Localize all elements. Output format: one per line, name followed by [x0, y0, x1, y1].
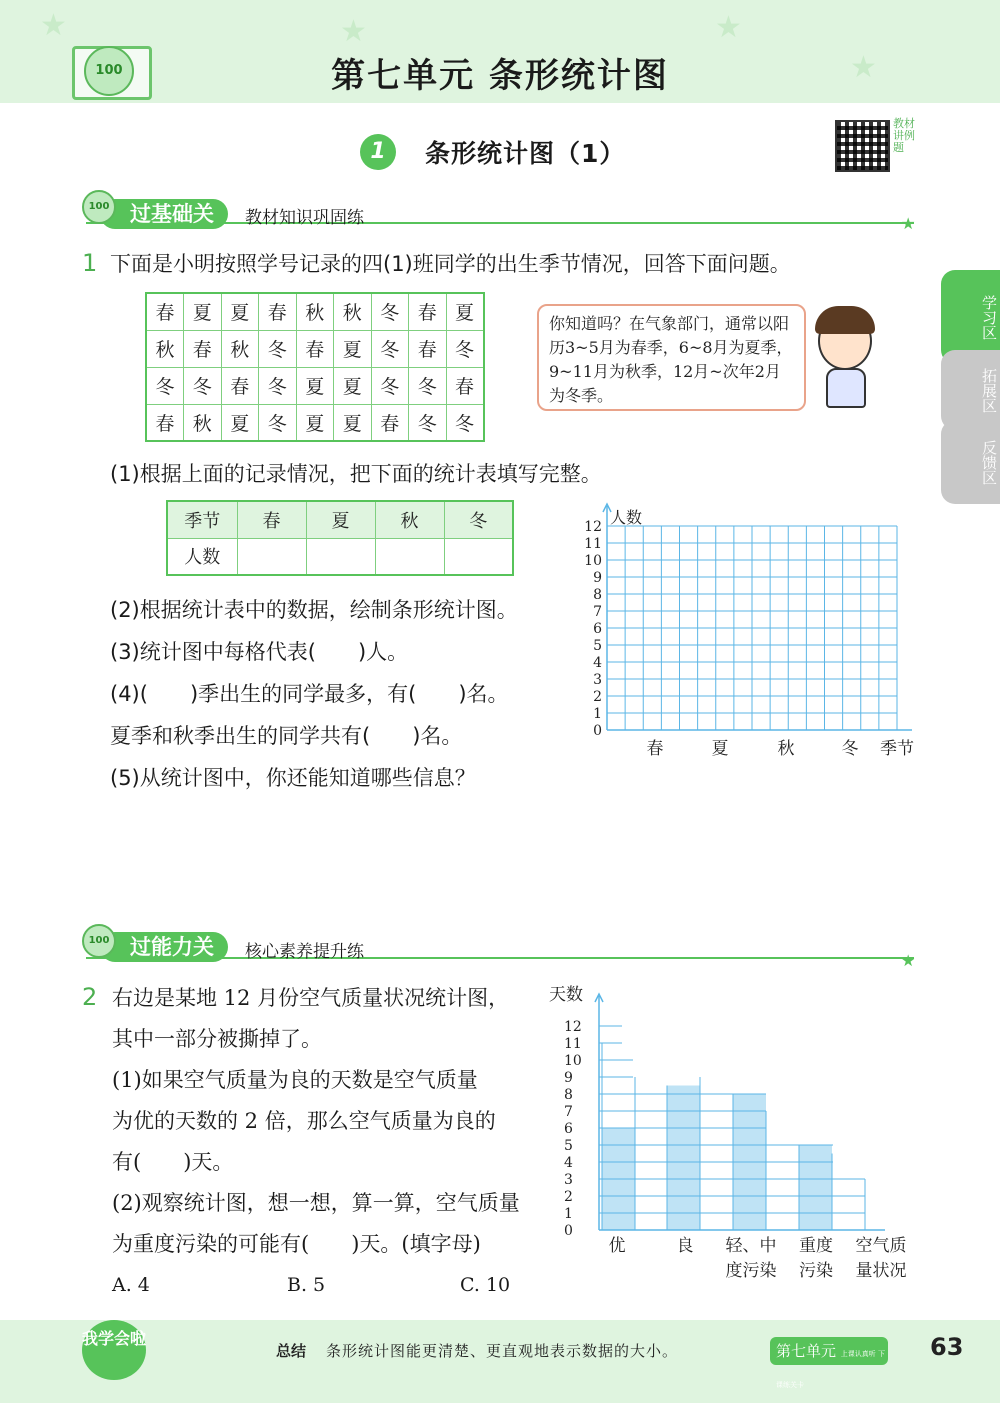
- y-tick-label: 6: [564, 1121, 573, 1137]
- grid-cell: 春: [221, 367, 259, 404]
- q2-line: 为优的天数的 2 倍，那么空气质量为良的: [112, 1109, 496, 1133]
- grid-cell: 夏: [334, 330, 372, 367]
- grid-cell: 夏: [446, 293, 484, 330]
- birth-season-record-grid: [145, 292, 485, 442]
- option-c[interactable]: C. 10: [460, 1274, 511, 1296]
- grid-cell: 冬: [446, 404, 484, 441]
- grid-cell: 冬: [259, 367, 297, 404]
- grid-cell: 冬: [409, 367, 447, 404]
- x-tick-label: 秋: [777, 739, 795, 759]
- y-tick-label: 4: [593, 655, 602, 671]
- section-label-basic: 过基础关: [100, 199, 228, 229]
- grid-cell: 夏: [296, 404, 334, 441]
- star-decoration-icon: ★: [340, 14, 367, 49]
- star-decoration-icon: ★: [850, 50, 877, 85]
- subquestion-5: (5)从统计图中，你还能知道哪些信息？: [110, 766, 476, 790]
- y-axis-title: 天数: [549, 985, 583, 1005]
- season-stat-table: [166, 500, 514, 576]
- y-tick-label: 1: [593, 706, 602, 722]
- option-a[interactable]: A. 4: [112, 1274, 150, 1296]
- x-axis-title-line2: 量状况: [855, 1261, 907, 1281]
- grid-cell: 夏: [334, 367, 372, 404]
- y-tick-label: 3: [564, 1172, 573, 1188]
- q2-line: 其中一部分被撕掉了。: [112, 1027, 322, 1051]
- grid-cell: 春: [146, 293, 184, 330]
- grid-cell: 冬: [259, 404, 297, 441]
- y-axis-title: 人数: [610, 508, 643, 527]
- side-tab-extend[interactable]: 拓展区: [941, 350, 1000, 430]
- grid-cell: 秋: [296, 293, 334, 330]
- mascot-star-icon: 100: [82, 190, 116, 224]
- y-tick-label: 12: [584, 519, 602, 535]
- option-b[interactable]: B. 5: [287, 1274, 326, 1296]
- table-row-label: 人数: [167, 538, 237, 575]
- star-decoration-icon: ★: [715, 10, 742, 45]
- y-tick-label: 12: [564, 1019, 582, 1035]
- y-tick-label: 0: [593, 723, 602, 739]
- y-tick-label: 7: [593, 604, 602, 620]
- y-tick-label: 6: [593, 621, 602, 637]
- section-subtitle: 核心素养提升练: [245, 942, 364, 962]
- grid-cell: 春: [409, 293, 447, 330]
- grid-cell: 冬: [259, 330, 297, 367]
- grid-cell: 春: [296, 330, 334, 367]
- table-header-cell: 季节: [167, 501, 237, 538]
- y-tick-label: 0: [564, 1223, 573, 1239]
- star-decoration-icon: ★: [40, 8, 67, 43]
- mascot-star-icon: 100: [82, 924, 116, 958]
- subquestion-2: (2)根据统计表中的数据，绘制条形统计图。: [110, 598, 518, 622]
- count-input-cell[interactable]: [375, 538, 444, 575]
- grid-cell: 春: [409, 330, 447, 367]
- grid-cell: 秋: [334, 293, 372, 330]
- grid-cell: 冬: [371, 330, 409, 367]
- y-tick-label: 2: [564, 1189, 573, 1205]
- y-tick-label: 11: [564, 1036, 582, 1052]
- grid-cell: 春: [259, 293, 297, 330]
- x-tick-label-line2: 度污染: [725, 1261, 777, 1281]
- y-tick-label: 5: [593, 638, 602, 654]
- section-label-ability: 过能力关: [100, 932, 228, 962]
- footer-unit-label: [770, 1337, 888, 1389]
- summary-text: 条形统计图能更清楚、更直观地表示数据的大小。: [326, 1342, 679, 1360]
- subquestion-1: (1)根据上面的记录情况，把下面的统计表填写完整。: [110, 462, 602, 486]
- x-tick-label: 良: [676, 1236, 694, 1256]
- star-end-icon: ★: [901, 951, 916, 970]
- grid-cell: 冬: [371, 367, 409, 404]
- y-tick-label: 3: [593, 672, 602, 688]
- subquestion-4a: (4)( )季出生的同学最多，有( )名。: [110, 682, 509, 706]
- y-tick-label: 10: [564, 1053, 582, 1069]
- summary-key: 总结: [276, 1342, 307, 1360]
- page-number: 63: [930, 1333, 964, 1361]
- grid-cell: 冬: [446, 330, 484, 367]
- q2-line: 为重度污染的可能有( )天。(填字母): [112, 1232, 481, 1256]
- footer-unit-name: 第七单元: [776, 1342, 837, 1360]
- side-tab-study[interactable]: 学习区: [941, 270, 1000, 364]
- grid-cell: 夏: [221, 293, 259, 330]
- x-axis-title: 季节: [880, 739, 914, 759]
- x-tick-label: 冬: [841, 739, 859, 759]
- x-tick-label: 轻、中: [725, 1236, 777, 1256]
- q2-line: (2)观察统计图，想一想，算一算，空气质量: [112, 1191, 520, 1215]
- boy-body-icon: [826, 368, 866, 408]
- grid-cell: 冬: [409, 404, 447, 441]
- question-number: 2: [82, 983, 98, 1011]
- table-header-cell: 夏: [306, 501, 375, 538]
- y-tick-label: 4: [564, 1155, 573, 1171]
- count-input-cell[interactable]: [306, 538, 375, 575]
- question-stem: 下面是小明按照学号记录的四(1)班同学的出生季节情况，回答下面问题。: [110, 252, 791, 276]
- air-quality-bar-chart: [540, 978, 930, 1288]
- grid-cell: 秋: [221, 330, 259, 367]
- y-tick-label: 7: [564, 1104, 573, 1120]
- y-tick-label: 11: [584, 536, 602, 552]
- mascot-star-icon: 100: [84, 46, 134, 96]
- table-header-cell: 冬: [444, 501, 513, 538]
- lesson-number-badge: 1: [360, 134, 396, 170]
- question-number: 1: [82, 249, 98, 277]
- grid-cell: 春: [184, 330, 222, 367]
- y-tick-label: 8: [564, 1087, 573, 1103]
- grid-cell: 夏: [334, 404, 372, 441]
- grid-cell: 秋: [184, 404, 222, 441]
- y-tick-label: 1: [564, 1206, 573, 1222]
- grid-cell: 冬: [184, 367, 222, 404]
- side-tab-feedback[interactable]: 反馈区: [941, 420, 1000, 504]
- grid-cell: 夏: [221, 404, 259, 441]
- y-tick-label: 10: [584, 553, 602, 569]
- grid-cell: 冬: [371, 293, 409, 330]
- x-axis-title: 空气质: [855, 1236, 907, 1256]
- x-tick-label-line2: 污染: [799, 1261, 833, 1281]
- y-tick-label: 5: [564, 1138, 573, 1154]
- q2-line: 右边是某地 12 月份空气质量状况统计图，: [112, 986, 510, 1010]
- season-bar-chart: [560, 498, 930, 768]
- x-tick-label: 夏: [711, 739, 729, 759]
- unit-title: 第七单元 条形统计图: [331, 56, 669, 96]
- x-tick-label: 春: [646, 739, 664, 759]
- grid-cell: 夏: [184, 293, 222, 330]
- subquestion-3: (3)统计图中每格代表( )人。: [110, 640, 409, 664]
- grid-cell: 春: [146, 404, 184, 441]
- section-subtitle: 教材知识巩固练: [245, 208, 364, 228]
- grid-cell: 夏: [296, 367, 334, 404]
- tip-bubble: 你知道吗？在气象部门，通常以阳历3~5月为春季，6~8月为夏季，9~11月为秋季，12月~次年2月为冬季。: [537, 304, 806, 411]
- x-tick-label: 优: [608, 1236, 626, 1256]
- star-end-icon: ★: [901, 214, 916, 233]
- lesson-title: 条形统计图（1）: [425, 139, 626, 168]
- count-input-cell[interactable]: [444, 538, 513, 575]
- grid-cell: 冬: [146, 367, 184, 404]
- footer-unit-tagline: 上课认真听 下课练关卡: [776, 1350, 886, 1389]
- grid-cell: 春: [446, 367, 484, 404]
- learned-badge: 我学会啦: [82, 1320, 146, 1380]
- grid-cell: 春: [371, 404, 409, 441]
- qr-label: 教材讲例题: [893, 117, 915, 154]
- y-tick-label: 9: [593, 570, 602, 586]
- y-tick-label: 2: [593, 689, 602, 705]
- grid-cell: 秋: [146, 330, 184, 367]
- table-header-cell: 春: [237, 501, 306, 538]
- q2-line: 有( )天。: [112, 1150, 234, 1174]
- table-header-cell: 秋: [375, 501, 444, 538]
- y-tick-label: 9: [564, 1070, 573, 1086]
- subquestion-4b: 夏季和秋季出生的同学共有( )名。: [110, 724, 463, 748]
- bar-1: [667, 1086, 700, 1231]
- y-tick-label: 8: [593, 587, 602, 603]
- q2-line: (1)如果空气质量为良的天数是空气质量: [112, 1068, 478, 1092]
- qr-code-icon[interactable]: [835, 120, 890, 172]
- count-input-cell[interactable]: [237, 538, 306, 575]
- x-tick-label: 重度: [799, 1236, 833, 1256]
- bar-3: [799, 1145, 832, 1230]
- boy-hair-icon: [815, 306, 875, 334]
